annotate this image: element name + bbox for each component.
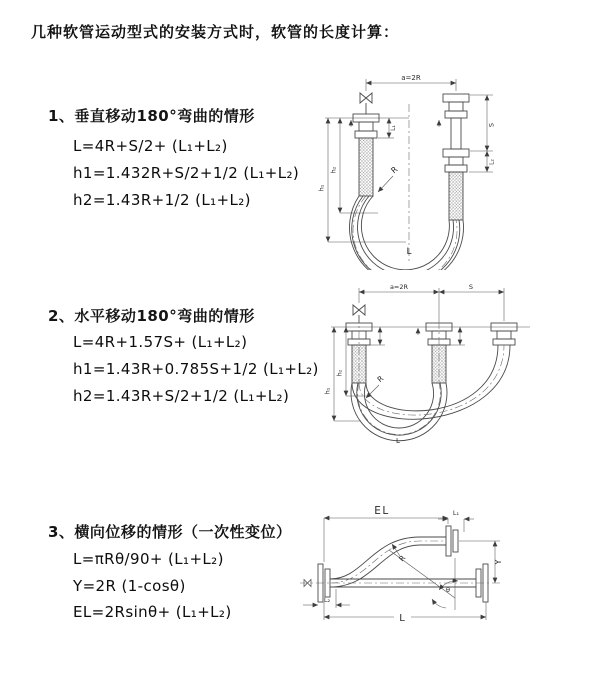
dim-label-l2: L₂ xyxy=(488,159,496,165)
dim-label-h2: h₂ xyxy=(335,369,344,377)
dim-label-l2: L₂ xyxy=(323,596,331,604)
displaced-hose-bottom-edge xyxy=(330,545,446,587)
dim-label-s: S xyxy=(487,122,496,128)
section-1-formula-h1: h1=1.432R+S/2+1/2 (L₁+L₂) xyxy=(73,164,300,182)
dim-label-s: S xyxy=(468,283,474,291)
length-label: L xyxy=(396,437,400,445)
hose-geometry xyxy=(304,526,488,602)
diagram-horizontal-180-bend xyxy=(314,281,566,453)
dim-label-l1: L₁ xyxy=(390,125,397,131)
dim-label-a2r: a=2R xyxy=(401,74,421,82)
theta-label: θ xyxy=(446,586,450,594)
diagram-lateral-displacement xyxy=(294,498,596,650)
section-1-heading: 1、垂直移动180°弯曲的情形 xyxy=(48,107,255,125)
displaced-hose-outer xyxy=(352,345,510,419)
section-2-formula-L: L=4R+1.57S+ (L₁+L₂) xyxy=(73,333,248,351)
dim-label-l1: L₁ xyxy=(452,509,460,517)
dim-label-h2: h₂ xyxy=(329,166,338,174)
radius-label: R xyxy=(396,553,408,564)
braided-hose-right xyxy=(449,172,463,220)
section-2-formula-h1: h1=1.43R+0.785S+1/2 (L₁+L₂) xyxy=(73,360,319,378)
dim-label-a2r: a=2R xyxy=(389,283,409,291)
dimension-labels xyxy=(324,505,503,624)
section-1-formula-h2: h2=1.43R+1/2 (L₁+L₂) xyxy=(73,191,251,209)
section-1-formula-L: L=4R+S/2+ (L₁+L₂) xyxy=(73,137,228,155)
valve-icon xyxy=(353,305,365,315)
section-3-formula-Y: Y=2R (1-cosθ) xyxy=(73,577,186,595)
braided-hose-left xyxy=(359,138,373,196)
radius-label: R xyxy=(375,373,386,385)
displaced-hose-top-edge xyxy=(330,537,446,579)
length-label: L xyxy=(399,613,405,624)
page-title: 几种软管运动型式的安装方式时，软管的长度计算： xyxy=(31,23,400,41)
section-3-heading: 3、横向位移的情形（一次性变位） xyxy=(48,523,292,541)
dim-label-h1: h₁ xyxy=(323,387,332,395)
section-2-formula-h2: h2=1.43R+S/2+1/2 (L₁+L₂) xyxy=(73,387,290,405)
section-2-heading: 2、水平移动180°弯曲的情形 xyxy=(48,307,255,325)
section-3-formula-L: L=πRθ/90+ (L₁+L₂) xyxy=(73,550,224,568)
dim-label-el: EL xyxy=(374,505,390,517)
dim-label-y: Y xyxy=(494,559,503,565)
dimension-lines xyxy=(303,518,500,620)
section-3-formula-EL: EL=2Rsinθ+ (L₁+L₂) xyxy=(73,603,232,621)
radius-label: R xyxy=(389,164,400,176)
valve-icon xyxy=(360,93,372,103)
dim-label-h1: h₁ xyxy=(317,184,326,192)
hose-geometry xyxy=(346,305,517,441)
diagram-vertical-180-bend xyxy=(306,70,598,270)
length-label: L xyxy=(406,247,412,257)
